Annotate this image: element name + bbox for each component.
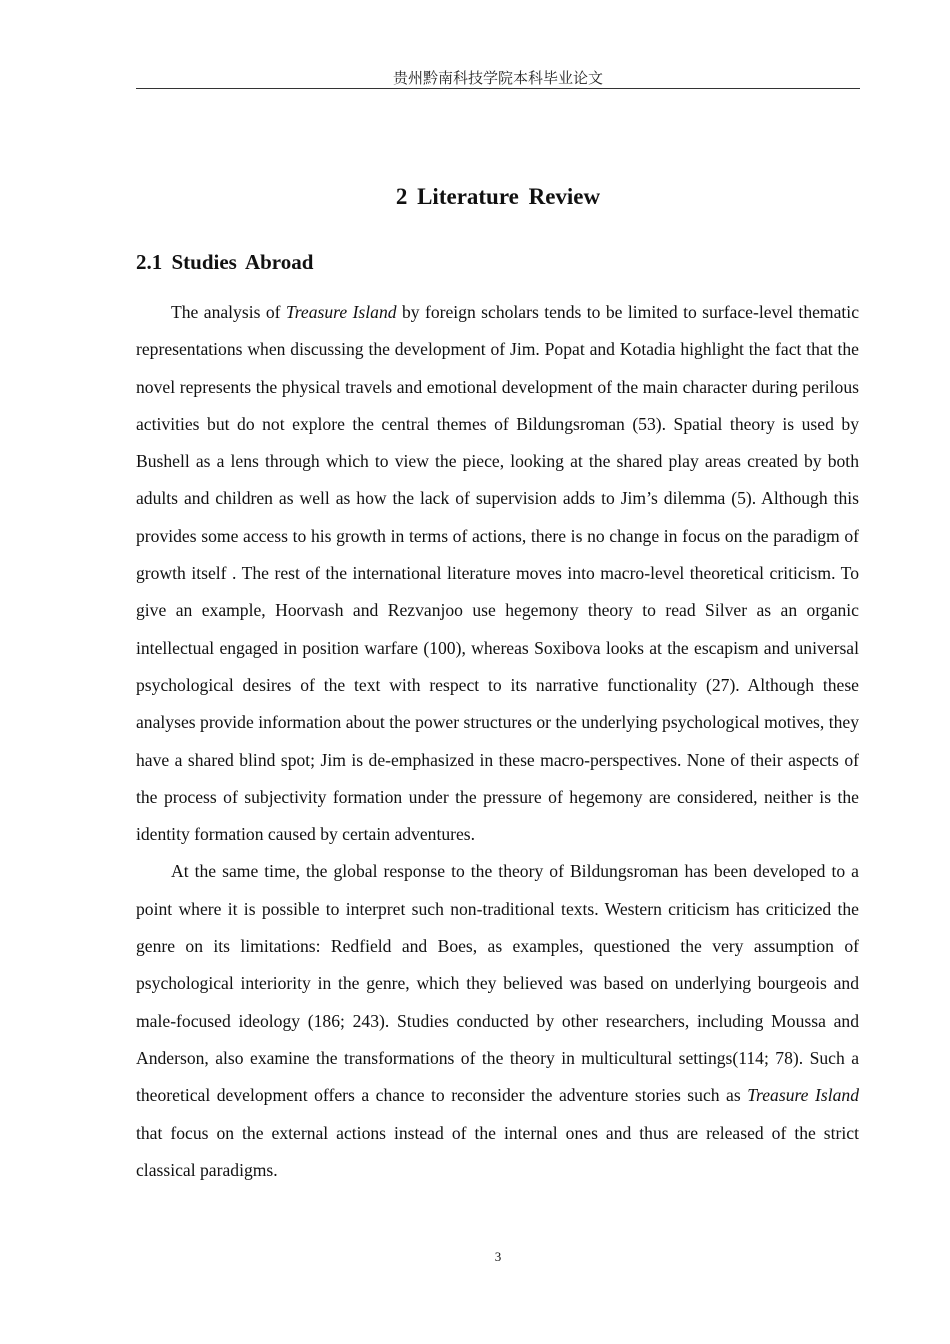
paragraph: At the same time, the global response to the theory of Bildungsroman has been developed to a point where it is possible to interpret such non-traditional texts. Western criticism has criticized the genre on its limitations: Redfield and Boes, as examples, questioned the very assumption of psychological interiority in the genre, which they believed was based on underlying bourgeois and male-focused ideology (186; 243). Studies conducted by other researchers, including Moussa and Anderson, also examine the transformations of the theory in multicultural settings(114; 78). Such a theoretical development offers a chance to reconsider the adventure stories such as Treasure Island that focus on the external actions instead of the internal ones and thus are released of the strict classical paradigms. bbox=[136, 861, 859, 1180]
header-rule bbox=[136, 88, 860, 89]
paragraph: The analysis of Treasure Island by foreign scholars tends to be limited to surface-level thematic representations when discussing the development of Jim. Popat and Kotadia highlight the fact that the novel represents the physical travels and emotional development of the main character during perilous activities but do not explore the central themes of Bildungsroman (53). Spatial theory is used by Bushell as a lens through which to view the piece, looking at the shared play areas created by both adults and children as well as how the lack of supervision adds to Jim’s dilemma (5). Although this provides some access to his growth in terms of actions, there is no change in focus on the paradigm of growth itself . The rest of the international literature moves into macro-level theoretical criticism. To give an example, Hoorvash and Rezvanjoo use hegemony theory to read Silver as an organic intellectual engaged in position warfare (100), whereas Soxibova looks at the escapism and universal psychological desires of the text with respect to its narrative functionality (27). Although these analyses provide information about the power structures or the underlying psychological motives, they have a shared blind spot; Jim is de-emphasized in these macro-perspectives. None of their aspects of the process of subjectivity formation under the pressure of hegemony are considered, neither is the identity formation caused by certain adventures. bbox=[136, 302, 859, 845]
page-number: 3 bbox=[494, 1249, 502, 1264]
chapter-title: 2 Literature Review bbox=[395, 184, 601, 209]
section-heading: 2.1 Studies Abroad bbox=[136, 250, 314, 274]
italic-title: Treasure Island bbox=[747, 1085, 859, 1106]
page-header: 贵州黔南科技学院本科毕业论文 bbox=[392, 69, 603, 87]
body-text bbox=[136, 294, 859, 1189]
italic-title: Treasure Island bbox=[285, 302, 397, 322]
